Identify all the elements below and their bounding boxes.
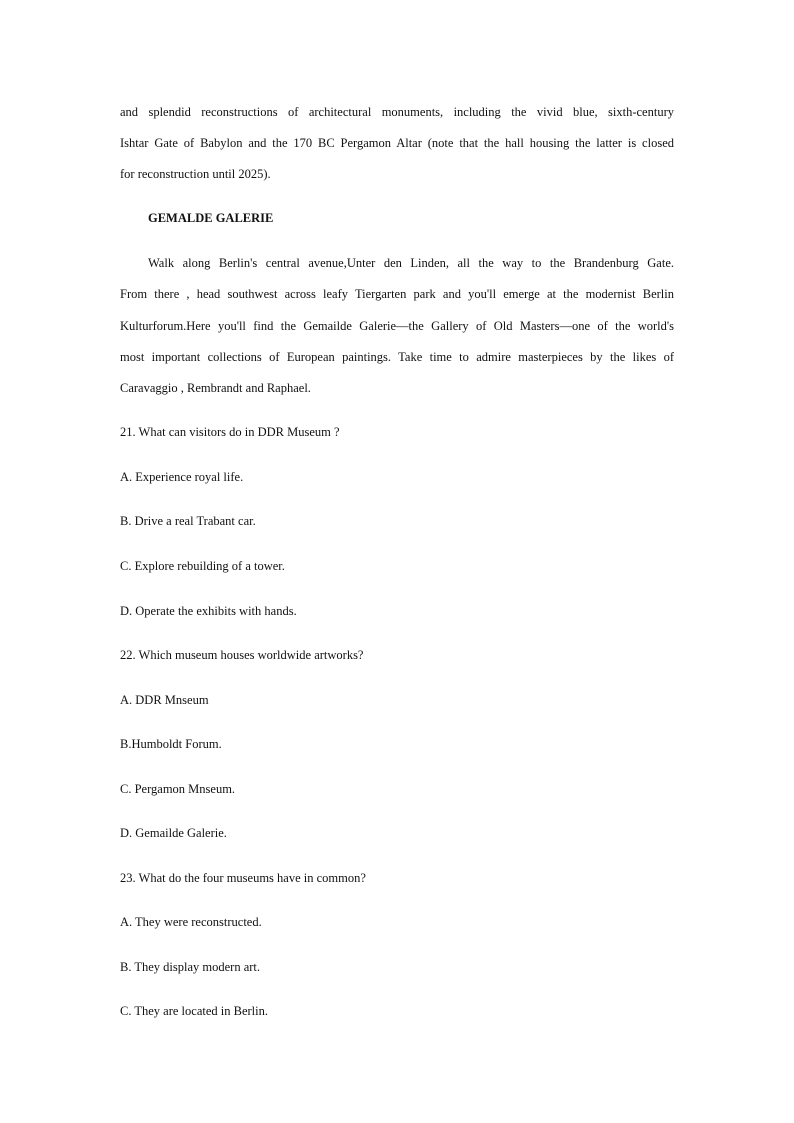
question-option: A. They were reconstructed. xyxy=(120,915,262,929)
passage-line: From there , head southwest across leafy Tiergarten park and you'll emerge at the modernist Berlin xyxy=(120,287,674,301)
passage-line: Kulturforum.Here you'll find the Gemailde Galerie—the Gallery of Old Masters—one of the world's xyxy=(120,319,674,333)
question-option: C. Explore rebuilding of a tower. xyxy=(120,559,285,573)
passage-line: Ishtar Gate of Babylon and the 170 BC Pergamon Altar (note that the hall housing the latter is closed xyxy=(120,136,674,150)
question-option: D. Gemailde Galerie. xyxy=(120,826,227,840)
question-option: B. Drive a real Trabant car. xyxy=(120,514,256,528)
section-heading: GEMALDE GALERIE xyxy=(148,211,274,225)
question-option: B. They display modern art. xyxy=(120,960,261,974)
passage-line: for reconstruction until 2025). xyxy=(120,167,271,181)
passage-line: most important collections of European paintings. Take time to admire masterpieces by the likes of xyxy=(120,350,674,364)
question-stem: 23. What do the four museums have in common? xyxy=(120,871,366,885)
question-option: D. Operate the exhibits with hands. xyxy=(120,604,297,618)
question-option: C. They are located in Berlin. xyxy=(120,1004,268,1018)
question-stem: 22. Which museum houses worldwide artworks? xyxy=(120,648,364,662)
passage-line: and splendid reconstructions of architectural monuments, including the vivid blue, sixth-century xyxy=(120,105,674,119)
passage-line: Caravaggio , Rembrandt and Raphael. xyxy=(120,381,311,395)
question-option: C. Pergamon Mnseum. xyxy=(120,782,236,796)
passage-line: Walk along Berlin's central avenue,Unter den Linden, all the way to the Brandenburg Gate. xyxy=(148,256,674,270)
question-option: A. DDR Mnseum xyxy=(120,693,209,707)
question-option: A. Experience royal life. xyxy=(120,470,244,484)
question-option: B.Humboldt Forum. xyxy=(120,737,222,751)
question-stem: 21. What can visitors do in DDR Museum ? xyxy=(120,425,340,439)
